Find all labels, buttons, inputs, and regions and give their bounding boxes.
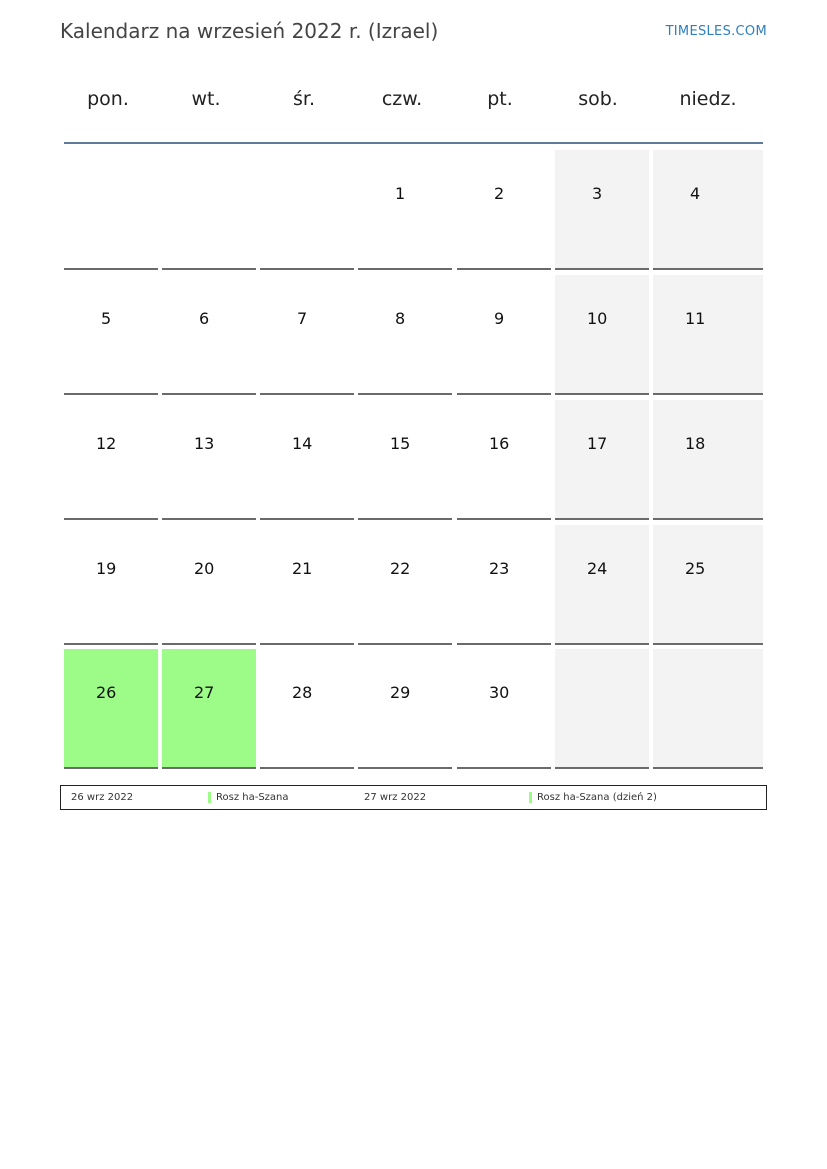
day-number: 11 [685, 309, 706, 328]
day-number: 13 [194, 434, 215, 453]
day-cell-13[interactable] [162, 400, 256, 520]
day-number: 12 [96, 434, 117, 453]
day-cell-7[interactable] [260, 275, 354, 395]
weekday-sun: niedz. [679, 88, 737, 110]
day-number: 16 [489, 434, 510, 453]
day-cell-21[interactable] [260, 525, 354, 645]
day-cell-9[interactable] [457, 275, 551, 395]
day-cell-29[interactable] [358, 649, 452, 769]
day-cell-24[interactable] [555, 525, 649, 645]
day-number: 24 [587, 559, 608, 578]
day-cell-20[interactable] [162, 525, 256, 645]
day-cell-6[interactable] [162, 275, 256, 395]
weekday-fri: pt. [487, 88, 513, 110]
day-cell-8[interactable] [358, 275, 452, 395]
day-number: 8 [395, 309, 406, 328]
day-cell-30[interactable] [457, 649, 551, 769]
day-cell-10[interactable] [555, 275, 649, 395]
day-cell-22[interactable] [358, 525, 452, 645]
day-number: 4 [690, 184, 701, 203]
day-cell-11[interactable] [653, 275, 763, 395]
day-cell-1[interactable] [358, 150, 452, 270]
day-cell-4[interactable] [653, 150, 763, 270]
day-number: 17 [587, 434, 608, 453]
day-number: 14 [292, 434, 313, 453]
brand-link[interactable]: TIMESLES.COM [665, 24, 767, 39]
day-cell-27[interactable] [162, 649, 256, 769]
day-number: 7 [297, 309, 308, 328]
day-cell-16[interactable] [457, 400, 551, 520]
legend-color-marker-1 [208, 792, 211, 803]
day-number: 5 [101, 309, 112, 328]
day-cell-28[interactable] [260, 649, 354, 769]
empty-day-cell [653, 649, 763, 769]
day-cell-15[interactable] [358, 400, 452, 520]
weekday-sat: sob. [578, 88, 618, 110]
day-cell-14[interactable] [260, 400, 354, 520]
day-number: 2 [494, 184, 505, 203]
empty-day-cell [162, 150, 256, 270]
day-cell-17[interactable] [555, 400, 649, 520]
day-cell-26[interactable] [64, 649, 158, 769]
day-number: 6 [199, 309, 210, 328]
empty-day-cell [555, 649, 649, 769]
day-number: 29 [390, 683, 411, 702]
day-number: 22 [390, 559, 411, 578]
legend-color-marker-2 [529, 792, 532, 803]
day-number: 21 [292, 559, 313, 578]
day-cell-25[interactable] [653, 525, 763, 645]
legend-holiday-2: Rosz ha-Szana (dzień 2) [537, 792, 657, 803]
day-number: 15 [390, 434, 411, 453]
day-cell-18[interactable] [653, 400, 763, 520]
legend-holiday-1: Rosz ha-Szana [216, 792, 289, 803]
day-cell-5[interactable] [64, 275, 158, 395]
day-number: 23 [489, 559, 510, 578]
day-number: 25 [685, 559, 706, 578]
day-cell-3[interactable] [555, 150, 649, 270]
day-number: 27 [194, 683, 215, 702]
header-divider [64, 142, 763, 144]
page-title: Kalendarz na wrzesień 2022 r. (Izrael) [60, 19, 439, 43]
weekday-thu: czw. [381, 88, 423, 110]
day-number: 28 [292, 683, 313, 702]
day-number: 19 [96, 559, 117, 578]
day-number: 1 [395, 184, 406, 203]
day-number: 20 [194, 559, 215, 578]
empty-day-cell [260, 150, 354, 270]
day-cell-19[interactable] [64, 525, 158, 645]
day-number: 3 [592, 184, 603, 203]
day-number: 10 [587, 309, 608, 328]
weekday-wed: śr. [292, 88, 315, 110]
day-cell-12[interactable] [64, 400, 158, 520]
day-number: 9 [494, 309, 505, 328]
holiday-legend [60, 785, 767, 810]
day-number: 30 [489, 683, 510, 702]
empty-day-cell [64, 150, 158, 270]
day-cell-2[interactable] [457, 150, 551, 270]
weekday-tue: wt. [191, 88, 221, 110]
weekday-mon: pon. [87, 88, 129, 110]
day-number: 26 [96, 683, 117, 702]
weekday-header [61, 88, 767, 120]
legend-date-2: 27 wrz 2022 [364, 792, 427, 803]
day-cell-23[interactable] [457, 525, 551, 645]
legend-date-1: 26 wrz 2022 [71, 792, 134, 803]
day-number: 18 [685, 434, 706, 453]
